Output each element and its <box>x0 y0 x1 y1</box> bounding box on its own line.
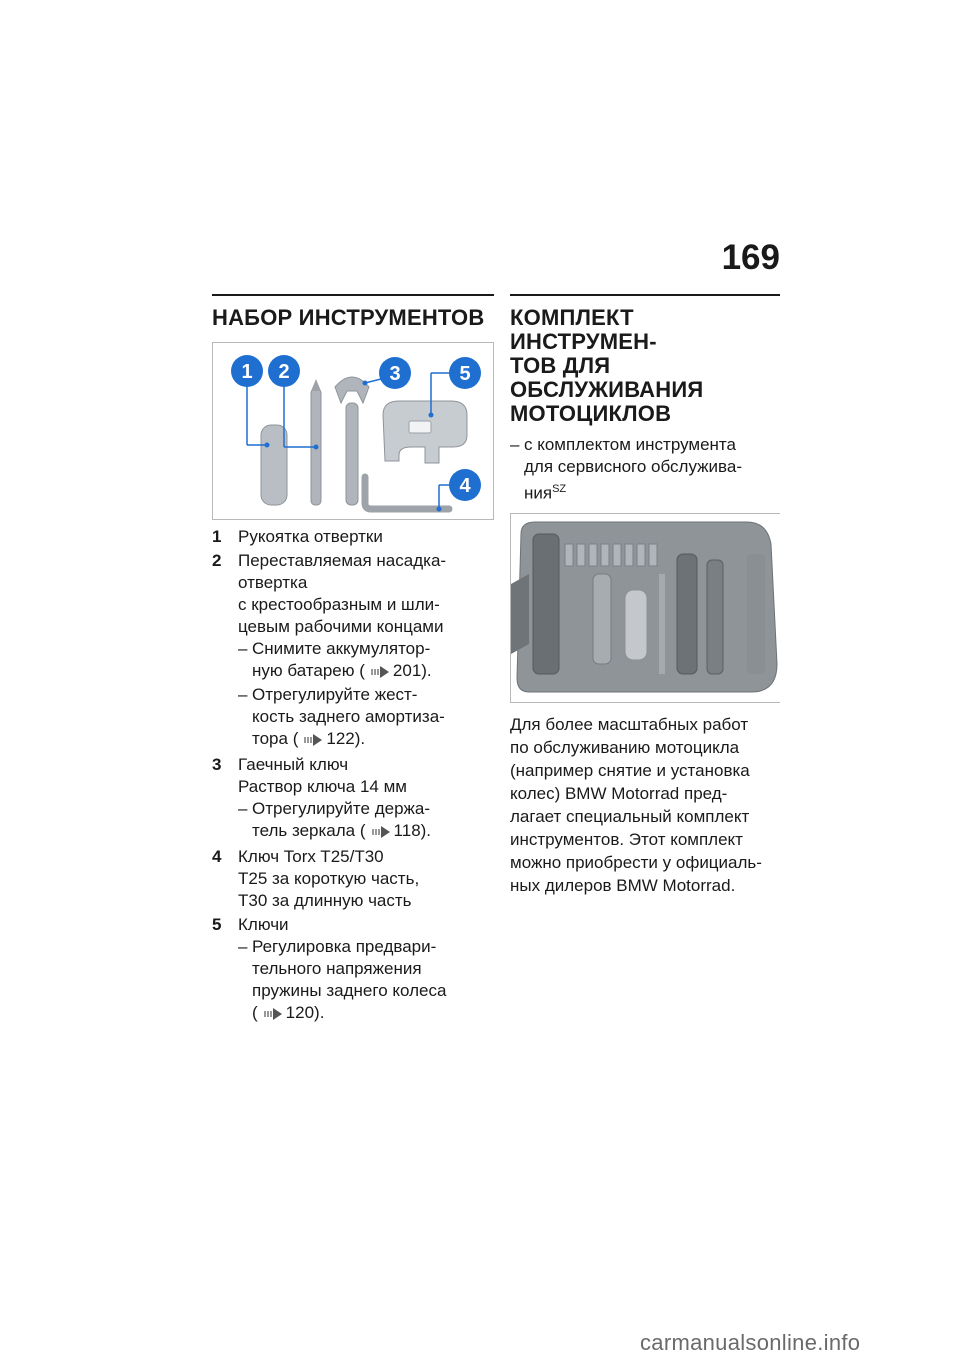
step-text: Отрегулируйте держа- <box>252 799 431 818</box>
service-kit-figure <box>510 513 780 703</box>
page-reference[interactable]: 201). <box>392 661 432 680</box>
callout-2 <box>268 355 300 387</box>
heading-rule <box>212 294 494 296</box>
heading-rule <box>510 294 780 296</box>
paragraph-line: инструментов. Этот комплект <box>510 829 743 849</box>
left-column <box>212 294 494 1026</box>
svg-text:3: 3 <box>389 363 401 385</box>
paragraph-line: колес) BMW Motorrad пред- <box>510 783 728 803</box>
step-text: Регулировка предвари- <box>252 937 437 956</box>
item-number: 4 <box>212 847 222 866</box>
page-reference-arrow-icon <box>372 822 390 844</box>
step-text: кость заднего амортиза- <box>252 707 445 726</box>
ref-paren: ( <box>359 661 365 680</box>
ref-paren: ( <box>252 1003 258 1022</box>
item-text: Рукоятка отвертки <box>238 527 383 546</box>
page-reference[interactable]: 120). <box>285 1003 325 1022</box>
instruction-step: – Регулировка предвари- тельного напряжения пружины заднего колеса ( 120). <box>238 936 494 1026</box>
tool-item <box>212 914 494 1026</box>
paragraph-line: можно приобрести у официаль- <box>510 852 762 872</box>
item-number: 3 <box>212 755 222 774</box>
heading-line: МОТОЦИКЛОВ <box>510 401 672 426</box>
callout-3 <box>379 357 411 389</box>
paragraph-line: (например снятие и установка <box>510 760 750 780</box>
screwdriver-handle-shape <box>261 425 287 505</box>
tool-item <box>212 754 494 844</box>
item-text: T25 за короткую часть, <box>238 869 420 888</box>
item-text: Ключ Torx T25/T30 <box>238 847 384 866</box>
page-reference-arrow-icon <box>371 662 389 684</box>
page-reference[interactable]: 122). <box>326 729 366 748</box>
service-kit-paragraph <box>510 713 780 897</box>
option-text: с комплектом инструмента <box>524 435 736 454</box>
option-text: для сервисного обслужива- <box>524 457 742 476</box>
item-text: отвертка <box>238 573 308 592</box>
item-number: 1 <box>212 527 222 546</box>
toolkit-figure <box>212 342 494 520</box>
option-text: ния <box>524 483 553 503</box>
watermark: carmanualsonline.info <box>640 1330 861 1355</box>
instruction-step: – Снимите аккумулятор- ную батарею ( 201). <box>238 638 494 684</box>
svg-text:4: 4 <box>459 475 471 497</box>
tool-item <box>212 526 494 548</box>
page-reference-arrow-icon <box>264 1004 282 1026</box>
heading-line: КОМПЛЕКТ ИНСТРУМЕН- <box>510 305 657 354</box>
item-text: Раствор ключа 14 мм <box>238 777 407 796</box>
step-text: тельного напряжения <box>252 959 422 978</box>
toolkit-illustration <box>213 343 495 519</box>
paragraph-line: по обслуживанию мотоцикла <box>510 737 740 757</box>
item-text: Переставляемая насадка- <box>238 551 447 570</box>
callout-1 <box>231 355 263 387</box>
page-reference[interactable]: 118). <box>393 821 432 840</box>
item-text: Гаечный ключ <box>238 755 349 774</box>
instruction-step: – Отрегулируйте жест- кость заднего амортиза- тора ( 122). <box>238 684 494 752</box>
tool-item <box>212 846 494 912</box>
step-text: тора <box>252 729 288 748</box>
torx-key-shape <box>365 477 449 509</box>
paragraph-line: ных дилеров BMW Motorrad. <box>510 875 736 895</box>
callout-4 <box>449 469 481 501</box>
step-text: тель зеркала <box>252 821 356 840</box>
item-text: T30 за длинную часть <box>238 891 412 910</box>
ref-paren: ( <box>359 821 366 840</box>
svg-text:2: 2 <box>278 361 290 383</box>
item-text: цевым рабочими концами <box>238 617 444 636</box>
item-text: с крестообразным и шли- <box>238 595 440 614</box>
ref-paren: ( <box>292 729 299 748</box>
callout-5 <box>449 357 481 389</box>
service-kit-illustration <box>511 514 781 702</box>
instruction-step: – Отрегулируйте держа- тель зеркала ( 118). <box>238 798 494 844</box>
option-note: – с комплектом инструмента для сервисного обслужива- ния$^{SZ}$ <box>510 434 780 505</box>
item-number: 2 <box>212 551 222 570</box>
svg-text:5: 5 <box>459 363 471 385</box>
step-text: Снимите аккумулятор- <box>252 639 431 658</box>
tool-item <box>212 550 494 752</box>
heading-line: ТОВ ДЛЯ ОБСЛУЖИВАНИЯ <box>510 353 704 402</box>
paragraph-line: Для более масштабных работ <box>510 714 749 734</box>
item-number: 5 <box>212 915 222 934</box>
page-reference-arrow-icon <box>304 730 322 752</box>
step-text: пружины заднего колеса <box>252 981 447 1000</box>
option-code: SZ <box>552 483 567 495</box>
tool-list <box>212 526 494 1026</box>
section-heading-toolkit: НАБОР ИНСТРУМЕНТОВ <box>212 305 485 330</box>
section-heading-service-kit <box>510 306 780 426</box>
right-column <box>510 294 780 897</box>
step-text: Отрегулируйте жест- <box>252 685 418 704</box>
long-tool-shape <box>533 534 559 674</box>
step-text: ную батарею <box>252 661 355 680</box>
page-number: 169 <box>721 238 780 277</box>
spanner-shape <box>346 403 358 505</box>
item-text: Ключи <box>238 915 289 934</box>
svg-text:1: 1 <box>241 361 253 383</box>
paragraph-line: лагает специальный комплект <box>510 806 750 826</box>
